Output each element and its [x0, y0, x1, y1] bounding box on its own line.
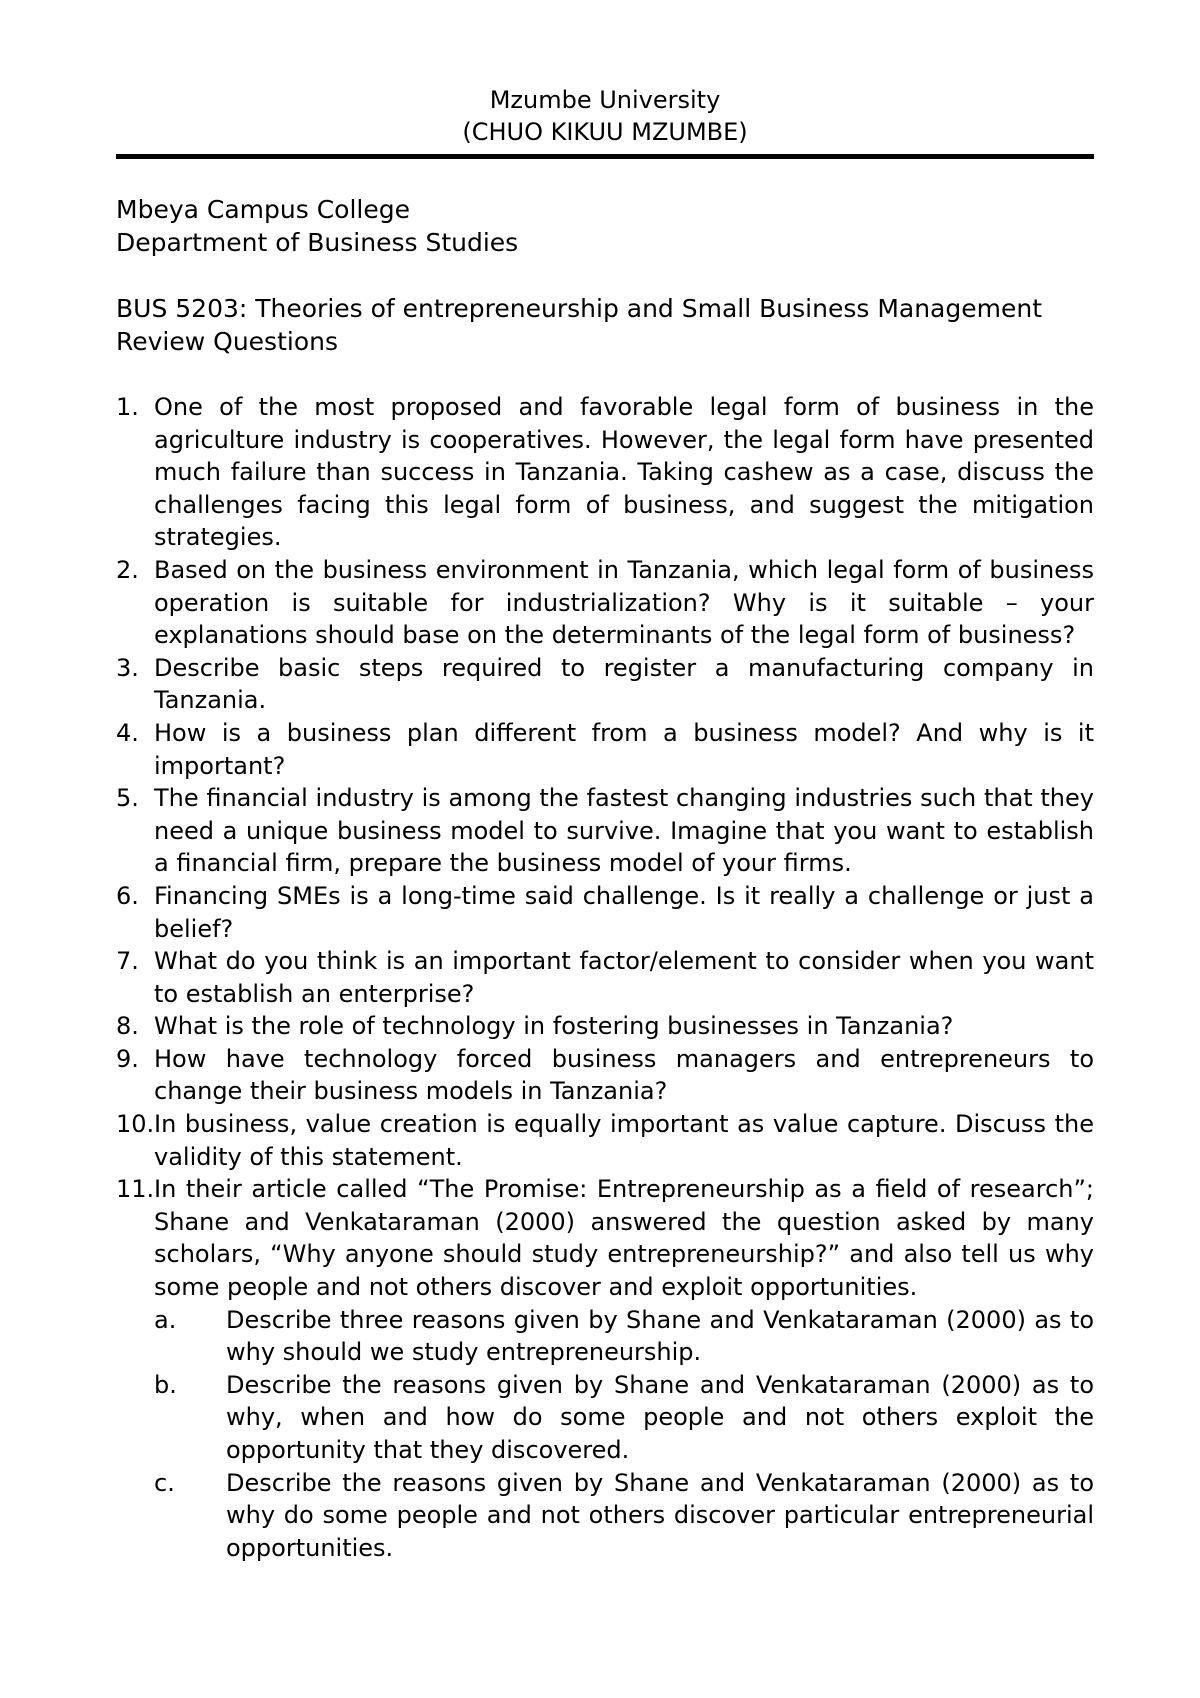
question-item	[116, 880, 1094, 945]
question-text: Financing SMEs is a long-time said challenge. Is it really a challenge or just a belief?	[154, 881, 1094, 943]
question-text: Describe basic steps required to register a manufacturing company in Tanzania.	[154, 653, 1094, 715]
question-list	[116, 391, 1094, 1564]
subquestion-text: Describe three reasons given by Shane and Venkataraman (2000) as to why should we study entrepreneurship.	[226, 1305, 1094, 1367]
question-item	[116, 1108, 1094, 1173]
question-item	[116, 782, 1094, 880]
question-number: 8.	[116, 1012, 139, 1041]
subquestion-text: Describe the reasons given by Shane and Venkataraman (2000) as to why do some people and not others discover particular entrepreneurial opportunities.	[226, 1468, 1094, 1562]
university-motto: (CHUO KIKUU MZUMBE)	[462, 118, 748, 146]
question-text: How have technology forced business managers and entrepreneurs to change their business models in Tanzania?	[154, 1044, 1094, 1106]
question-item	[116, 717, 1094, 782]
question-item	[116, 1173, 1094, 1564]
question-number: 6.	[116, 881, 139, 910]
question-number: 5.	[116, 784, 139, 813]
question-text: One of the most proposed and favorable legal form of business in the agriculture industry is cooperatives. However, the legal form have presented much failure than success in Tanzania. Taking cashew as a case, discuss the challenges facing this legal form of business, and suggest the mitigation strategies.	[154, 393, 1094, 552]
subquestion-letter: a.	[154, 1305, 177, 1334]
question-number: 3.	[116, 653, 139, 682]
question-text: In business, value creation is equally important as value capture. Discuss the validity of this statement.	[154, 1110, 1094, 1171]
question-text: What is the role of technology in fostering businesses in Tanzania?	[154, 1012, 954, 1041]
question-number: 11.	[116, 1175, 155, 1204]
question-item	[116, 391, 1094, 554]
document-page	[116, 84, 1094, 1564]
subquestion-letter: c.	[154, 1468, 175, 1497]
subquestion-item	[154, 1467, 1094, 1565]
question-item	[116, 1043, 1094, 1108]
question-item	[116, 1010, 1094, 1043]
question-item	[116, 652, 1094, 717]
question-item	[116, 554, 1094, 652]
subquestion-list	[154, 1304, 1094, 1565]
subquestion-item	[154, 1369, 1094, 1467]
subquestion-text: Describe the reasons given by Shane and Venkataraman (2000) as to why, when and how do some people and not others exploit the opportunity that they discovered.	[226, 1370, 1094, 1464]
question-number: 4.	[116, 718, 139, 747]
university-name: Mzumbe University	[489, 86, 721, 114]
question-text: What do you think is an important factor/element to consider when you want to establish an enterprise?	[154, 947, 1094, 1008]
question-text: Based on the business environment in Tanzania, which legal form of business operation is suitable for industrialization? Why is it suitable – your explanations should base on the determinants of the legal form of business?	[154, 555, 1094, 650]
question-item	[116, 945, 1094, 1010]
question-text: In their article called “The Promise: Entrepreneurship as a field of research”; Shane and Venkataraman (2000) answered the question asked by many scholars, “Why anyone should study entrepreneurship?” and also tell us why some people and not others discover and exploit opportunities.	[154, 1175, 1094, 1302]
document-title: Review Questions	[116, 327, 338, 356]
subquestion-letter: b.	[154, 1370, 177, 1399]
question-text: How is a business plan different from a business model? And why is it important?	[154, 718, 1094, 780]
subquestion-item	[154, 1304, 1094, 1369]
question-number: 1.	[116, 393, 139, 421]
question-text: The financial industry is among the fastest changing industries such that they need a unique business model to survive. Imagine that you want to establish a financial firm, prepare the business model of your firms.	[154, 784, 1094, 878]
department-name: Department of Business Studies	[116, 228, 519, 257]
question-number: 7.	[116, 947, 139, 976]
question-number: 10.	[116, 1110, 155, 1139]
course-title: BUS 5203: Theories of entrepreneurship and Small Business Management	[116, 294, 1043, 323]
question-number: 9.	[116, 1044, 139, 1073]
campus-name: Mbeya Campus College	[116, 195, 410, 224]
question-number: 2.	[116, 555, 139, 584]
header-divider	[116, 154, 1094, 159]
